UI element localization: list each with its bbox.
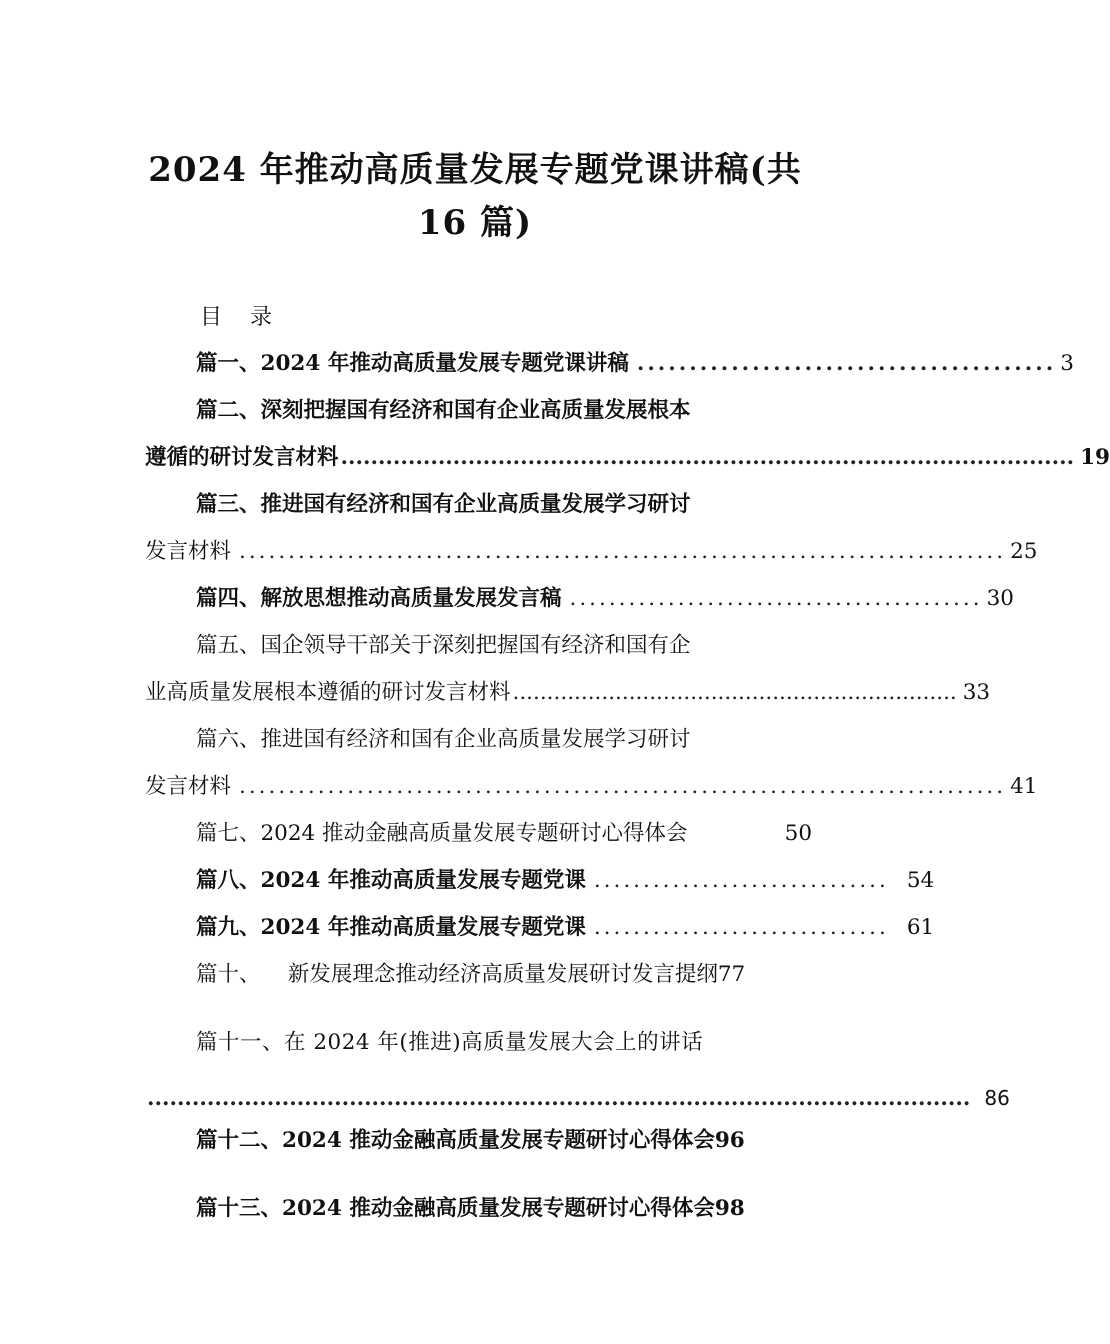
toc-entry-2-page: 19 [1080, 445, 1110, 470]
toc-entry-4-page: 30 [986, 586, 1014, 611]
toc-entry-5-line1[interactable] [196, 628, 836, 664]
toc-entry-8-page: 54 [906, 868, 935, 893]
toc-leader-dots: ........................................ [636, 351, 1057, 376]
toc-entry-11-page: 86 [984, 1086, 1010, 1110]
toc-entry-5-page: 33 [962, 680, 991, 705]
toc-entry-6-line1[interactable] [196, 722, 836, 758]
toc-entry-13-page: 98 [714, 1196, 745, 1221]
toc-entry-6-title-line1: 篇六、推进国有经济和国有企业高质量发展学习研讨 [196, 727, 691, 752]
toc-entry-2-line1[interactable] [196, 393, 836, 429]
toc-entry-7[interactable] [196, 816, 812, 852]
toc-entry-2-title-line1: 篇二、深刻把握国有经济和国有企业高质量发展根本 [196, 398, 691, 423]
toc-entry-3-page: 25 [1010, 539, 1038, 564]
toc-entry-11-line1[interactable] [196, 1025, 836, 1061]
toc-entry-5-line2[interactable] [145, 675, 991, 711]
toc-entry-13-title: 篇十三、2024 推动金融高质量发展专题研讨心得体会 [196, 1196, 715, 1221]
toc-leader-dots: .............................. [593, 915, 889, 940]
toc-leader-spacer [688, 816, 785, 852]
toc-entry-10-title: 篇十、 新发展理念推动经济高质量发展研讨发言提纲 [196, 962, 718, 987]
toc-entry-1-page: 3 [1060, 351, 1074, 376]
toc-leader-dots: .............................. [593, 868, 889, 893]
toc-entry-12-page: 96 [714, 1128, 745, 1153]
toc-entry-1[interactable] [196, 346, 1074, 382]
toc-entry-8[interactable] [196, 863, 935, 899]
toc-entry-5-title-line2: 业高质量发展根本遵循的研讨发言材料 [145, 680, 511, 705]
toc-entry-1-title: 篇一、2024 年推动高质量发展专题党课讲稿 [196, 351, 629, 376]
toc-entry-3-line2[interactable] [145, 534, 1038, 570]
toc-entry-9-title: 篇九、2024 年推动高质量发展专题党课 [196, 915, 586, 940]
toc-leader-dots: ................................................................. [512, 680, 957, 705]
document-title-line1: 2024 年推动高质量发展专题党课讲稿(共 [148, 150, 802, 190]
toc-entry-10-page: 77 [717, 962, 746, 987]
toc-entry-6-line2[interactable] [145, 769, 1038, 805]
toc-entry-8-title: 篇八、2024 年推动高质量发展专题党课 [196, 868, 586, 893]
document-title-line2: 16 篇) [417, 203, 533, 243]
toc-entry-12[interactable] [196, 1123, 836, 1159]
toc-entry-7-page: 50 [784, 821, 812, 846]
toc-heading: 目录 [200, 305, 301, 330]
toc-entry-11-line2[interactable] [145, 1080, 1010, 1116]
toc-entry-7-title: 篇七、2024 推动金融高质量发展专题研讨心得体会 [196, 821, 688, 846]
toc-entry-5-title-line1: 篇五、国企领导干部关于深刻把握国有经济和国有企 [196, 633, 691, 658]
toc-entry-3-title-line2: 发言材料 [145, 539, 232, 564]
toc-entry-6-title-line2: 发言材料 [145, 774, 232, 799]
toc-leader-dots: .......................................... [569, 586, 983, 611]
toc-entry-10[interactable] [196, 957, 828, 993]
toc-leader-dots: .............................................................................. [239, 539, 1007, 564]
toc-entry-6-page: 41 [1010, 774, 1038, 799]
toc-entry-9[interactable] [196, 910, 935, 946]
toc-entry-11-title: 篇十一、在 2024 年(推进)高质量发展大会上的讲话 [196, 1030, 704, 1055]
toc-entry-9-page: 61 [906, 915, 935, 940]
toc-entry-2-title-line2: 遵循的研讨发言材料 [145, 445, 339, 470]
toc-entry-4[interactable] [196, 581, 1014, 617]
toc-leader-dots: .............................................................................................................. [147, 1086, 971, 1111]
toc-entry-2-line2[interactable] [145, 440, 1110, 476]
toc-leader-dots: .................................................................................................. [340, 445, 1075, 470]
toc-leader-dots: .............................................................................. [239, 774, 1007, 799]
toc-entry-12-title: 篇十二、2024 推动金融高质量发展专题研讨心得体会 [196, 1128, 715, 1153]
toc-entry-4-title: 篇四、解放思想推动高质量发展发言稿 [196, 586, 562, 611]
toc-entry-3-title-line1: 篇三、推进国有经济和国有企业高质量发展学习研讨 [196, 492, 691, 517]
toc-entry-3-line1[interactable] [196, 487, 836, 523]
toc-entry-13[interactable] [196, 1191, 836, 1227]
